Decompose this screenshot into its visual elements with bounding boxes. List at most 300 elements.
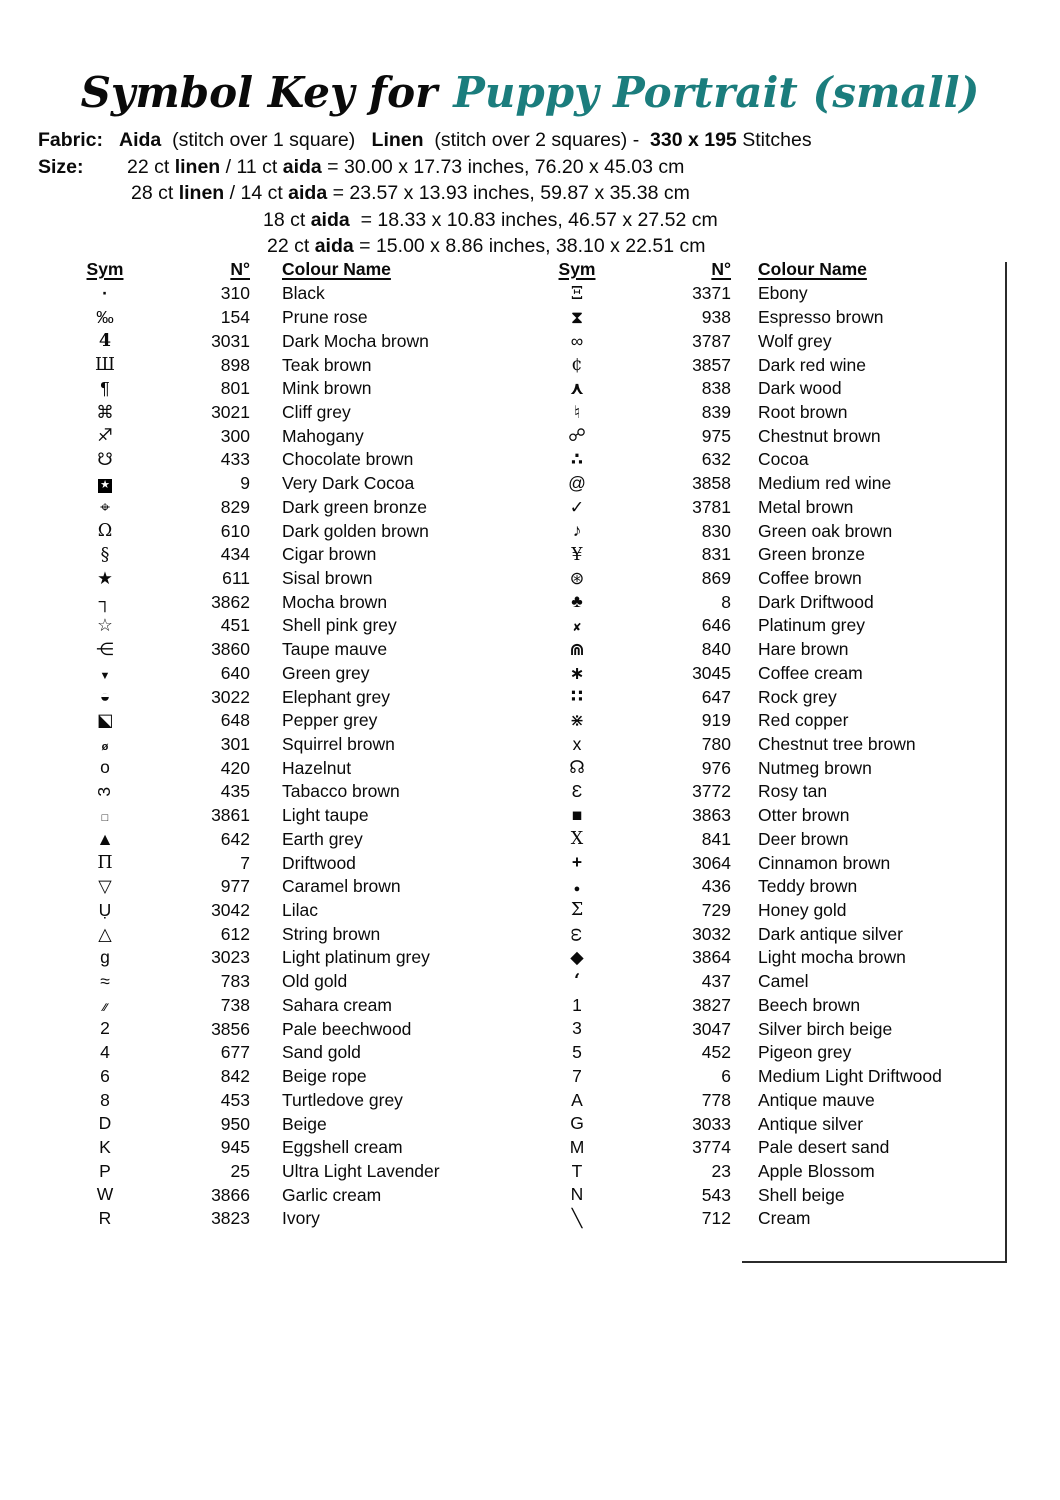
dmc-number: 783 (220, 971, 250, 992)
colour-name: Dark Mocha brown (282, 330, 429, 351)
colour-name: Cinnamon brown (758, 852, 891, 873)
dmc-number: 301 (220, 734, 250, 755)
table-row (548, 685, 1000, 709)
dmc-number: 839 (701, 401, 731, 422)
colour-name: Lilac (282, 900, 318, 921)
dmc-number: 3823 (211, 1208, 250, 1229)
dmc-number: 3042 (211, 900, 250, 921)
symbol-glyph: 5 (572, 1042, 582, 1063)
dmc-number: 729 (701, 900, 731, 921)
symbol-glyph: ∴ (570, 449, 584, 470)
dmc-number: 738 (220, 994, 250, 1015)
symbol-glyph: ⊛ (569, 567, 585, 588)
header-number: N° (711, 259, 731, 279)
dmc-number: 801 (220, 378, 250, 399)
dmc-number: 3863 (692, 805, 731, 826)
table-rows-left (75, 282, 523, 1231)
dmc-number: 3772 (692, 781, 731, 802)
symbol-glyph: Ξ (570, 283, 584, 304)
table-row (75, 851, 523, 875)
dmc-number: 632 (701, 449, 731, 470)
table-row (548, 614, 1000, 638)
text: 28 ct (131, 182, 179, 204)
table-row (548, 1017, 1000, 1041)
table-row (75, 994, 523, 1018)
dmc-number: 610 (220, 520, 250, 541)
table-row (548, 756, 1000, 780)
dmc-number: 3023 (211, 947, 250, 968)
symbol-glyph: o (100, 757, 110, 778)
symbol-glyph: ∕∕ (103, 1001, 107, 1014)
symbol-glyph: 8 (100, 1089, 110, 1110)
symbol-glyph: ☊ (569, 757, 585, 778)
symbol-glyph: ∞ (570, 330, 584, 351)
table-row (75, 1160, 523, 1184)
table-header-left (75, 257, 523, 282)
colour-name: Silver birch beige (758, 1018, 893, 1039)
symbol-glyph: ⌖ (100, 496, 110, 517)
symbol-glyph: ☋ (97, 449, 113, 470)
colour-name: Light taupe (282, 805, 369, 826)
symbol-glyph: G (570, 1113, 584, 1134)
size-line (127, 154, 812, 181)
symbol-glyph: ø (101, 740, 109, 753)
colour-name: Elephant grey (282, 686, 390, 707)
table-row (75, 922, 523, 946)
colour-name: Ultra Light Lavender (282, 1160, 440, 1181)
colour-name: Rock grey (758, 686, 837, 707)
colour-name: Teddy brown (758, 876, 858, 897)
colour-name: Mocha brown (282, 591, 388, 612)
symbol-glyph: ◒ (99, 686, 111, 707)
dmc-number: 3856 (211, 1018, 250, 1039)
text: = 15.00 x 8.86 inches, 38.10 x 22.51 cm (353, 235, 706, 257)
colour-name: Driftwood (282, 852, 356, 873)
table-row (548, 1160, 1000, 1184)
colour-name: Garlic cream (282, 1184, 382, 1205)
table-row (75, 567, 523, 591)
colour-name: Dark wood (758, 378, 842, 399)
colour-name: Dark Driftwood (758, 591, 874, 612)
table-row (548, 994, 1000, 1018)
table-row (548, 922, 1000, 946)
colour-name: Root brown (758, 401, 848, 422)
dmc-number: 451 (220, 615, 250, 636)
table-row (75, 495, 523, 519)
symbol-glyph: ▽ (98, 876, 112, 897)
bold-text: aida (282, 155, 322, 178)
table-row (548, 638, 1000, 662)
title-prefix: Symbol Key for (80, 68, 438, 117)
dmc-number: 7 (240, 852, 250, 873)
colour-name: Dark red wine (758, 354, 866, 375)
symbol-glyph: K (99, 1136, 111, 1157)
symbol-glyph: ω (567, 927, 588, 942)
colour-name: Light platinum grey (282, 947, 430, 968)
dmc-number: 310 (220, 283, 250, 304)
symbol-glyph: ⧗ (570, 306, 584, 327)
table-row (548, 306, 1000, 330)
colour-name: Cliff grey (282, 401, 351, 422)
symbol-glyph: ♮ (573, 401, 581, 422)
dmc-number: 976 (701, 757, 731, 778)
dmc-number: 640 (220, 662, 250, 683)
symbol-glyph: 3 (94, 787, 115, 797)
colour-name: Shell pink grey (282, 615, 397, 636)
symbol-glyph: ✓ (569, 496, 585, 517)
text: / 14 ct (224, 182, 289, 204)
size-line (131, 180, 812, 207)
table-row (548, 590, 1000, 614)
table-row (75, 1136, 523, 1160)
table-row (548, 567, 1000, 591)
symbol-glyph: · (102, 283, 108, 304)
dmc-number: 611 (222, 567, 250, 588)
symbol-glyph: ☆ (97, 615, 113, 636)
symbol-glyph: Ω (97, 520, 113, 541)
colour-name: Antique mauve (758, 1089, 875, 1110)
colour-name: Antique silver (758, 1113, 864, 1134)
symbol-glyph: Χ (570, 829, 584, 850)
dmc-number: 9 (240, 473, 250, 494)
colour-name: String brown (282, 923, 381, 944)
table-row (548, 1183, 1000, 1207)
dmc-number: 3371 (692, 283, 731, 304)
symbol-table-left (75, 257, 523, 1231)
bold-text: linen (178, 182, 225, 204)
symbol-glyph: ◪ (96, 710, 114, 731)
dmc-number: 300 (220, 425, 250, 446)
dmc-number: 23 (711, 1160, 731, 1181)
colour-name: Turtledove grey (282, 1089, 403, 1110)
table-row (548, 828, 1000, 852)
dmc-number: 3032 (692, 923, 731, 944)
dmc-number: 838 (701, 378, 731, 399)
colour-name: Beige rope (282, 1066, 367, 1087)
table-row (75, 590, 523, 614)
dmc-number: 3047 (692, 1018, 731, 1039)
dmc-number: 6 (721, 1066, 731, 1087)
table-row (75, 329, 523, 353)
table-row (75, 804, 523, 828)
text: = 18.33 x 10.83 inches, 46.57 x 27.52 cm (349, 208, 718, 231)
colour-name: Chestnut brown (758, 425, 881, 446)
dmc-number: 434 (220, 544, 250, 565)
colour-name: Platinum grey (758, 615, 865, 636)
colour-name: Hazelnut (282, 757, 352, 778)
symbol-glyph: ☍ (568, 425, 586, 446)
dmc-number: 642 (220, 828, 250, 849)
table-row (548, 662, 1000, 686)
colour-name: Black (282, 283, 325, 304)
table-row (548, 495, 1000, 519)
symbol-glyph: □ (101, 811, 109, 824)
dmc-number: 543 (701, 1184, 731, 1205)
dmc-number: 3787 (692, 330, 731, 351)
pattern-info (38, 127, 812, 260)
bold-text: Linen (371, 129, 424, 151)
colour-name: Very Dark Cocoa (282, 473, 415, 494)
dmc-number: 919 (701, 710, 731, 731)
table-row (548, 329, 1000, 353)
dmc-number: 975 (701, 425, 731, 446)
colour-name: Rosy tan (758, 781, 828, 802)
table-row (548, 519, 1000, 543)
colour-name: Shell beige (758, 1184, 845, 1205)
symbol-glyph: ⋲ (96, 638, 114, 659)
dmc-number: 677 (220, 1042, 250, 1063)
table-row (548, 946, 1000, 970)
table-row (75, 377, 523, 401)
dmc-number: 3022 (211, 686, 250, 707)
table-row (548, 1136, 1000, 1160)
symbol-glyph: x (572, 733, 582, 754)
symbol-glyph: ╲ (571, 1208, 583, 1229)
size-line (267, 233, 812, 260)
colour-name: Green oak brown (758, 520, 893, 541)
table-row (75, 1088, 523, 1112)
table-row (75, 709, 523, 733)
table-row (75, 899, 523, 923)
table-row (75, 1183, 523, 1207)
table-row (548, 353, 1000, 377)
symbol-glyph: A (571, 1089, 583, 1110)
symbol-glyph: 6 (100, 1065, 110, 1086)
right-border-line (1005, 262, 1007, 1263)
dmc-number: 950 (220, 1113, 250, 1134)
table-row (75, 543, 523, 567)
fabric-info-line (38, 127, 812, 154)
text: / 11 ct (220, 155, 283, 178)
colour-name: Cream (758, 1208, 811, 1229)
table-rows-right (548, 282, 1000, 1231)
table-row (548, 377, 1000, 401)
dmc-number: 778 (701, 1089, 731, 1110)
symbol-glyph: 4 (100, 1042, 110, 1063)
table-row (75, 1207, 523, 1231)
colour-name: Espresso brown (758, 307, 884, 328)
colour-name: Deer brown (758, 828, 849, 849)
symbol-glyph: W (96, 1184, 114, 1205)
colour-name: Light mocha brown (758, 947, 906, 968)
table-row (548, 472, 1000, 496)
symbol-glyph: Π (97, 852, 113, 873)
dmc-number: 647 (701, 686, 731, 707)
symbol-glyph: M (569, 1136, 585, 1157)
size-label: Size: (38, 155, 84, 178)
bold-text: aida (288, 182, 328, 204)
symbol-glyph: Ụ (98, 899, 112, 920)
colour-name: Mahogany (282, 425, 364, 446)
symbol-glyph: △ (98, 923, 112, 944)
text: Stitches (736, 129, 812, 151)
colour-name: Mink brown (282, 378, 372, 399)
dmc-number: 612 (220, 923, 250, 944)
table-row (548, 899, 1000, 923)
table-row (548, 282, 1000, 306)
table-row (75, 424, 523, 448)
colour-name: Beige (282, 1113, 327, 1134)
colour-name: Otter brown (758, 805, 850, 826)
dmc-number: 3021 (211, 401, 250, 422)
dmc-number: 938 (701, 307, 731, 328)
symbol-glyph: ⌘ (96, 401, 114, 422)
colour-name: Green grey (282, 662, 370, 683)
dmc-number: 3864 (692, 947, 731, 968)
dmc-number: 869 (701, 567, 731, 588)
symbol-glyph: D (98, 1113, 112, 1134)
table-row (548, 1065, 1000, 1089)
symbol-glyph: ≈ (100, 970, 110, 991)
text: (stitch over 2 squares) - (423, 129, 651, 151)
dmc-number: 3827 (692, 994, 731, 1015)
colour-name: Red copper (758, 710, 849, 731)
bottom-border-line (742, 1261, 1007, 1263)
symbol-glyph: ┐ (98, 591, 112, 612)
symbol-glyph: ▼ (99, 669, 111, 682)
colour-name: Metal brown (758, 496, 854, 517)
symbol-glyph: 4 (98, 331, 112, 352)
symbol-glyph: § (100, 544, 110, 565)
table-row (548, 804, 1000, 828)
colour-name: Pepper grey (282, 710, 378, 731)
dmc-number: 831 (701, 544, 731, 565)
table-row (75, 448, 523, 472)
symbol-glyph: ▲ (96, 828, 114, 849)
symbol-glyph: Ɛ (571, 781, 583, 802)
colour-name: Coffee cream (758, 662, 863, 683)
bold-text: aida (310, 208, 350, 231)
table-header-right (548, 257, 1000, 282)
dmc-number: 842 (220, 1066, 250, 1087)
dmc-number: 3861 (211, 805, 250, 826)
symbol-glyph: + (571, 852, 583, 873)
table-row (548, 448, 1000, 472)
size-lines (38, 154, 812, 260)
colour-name: Old gold (282, 971, 348, 992)
table-row (75, 685, 523, 709)
symbol-glyph: @ (568, 472, 586, 493)
colour-name: Cocoa (758, 449, 809, 470)
table-row (548, 851, 1000, 875)
page-title (0, 70, 1060, 116)
table-row (75, 614, 523, 638)
symbol-glyph: ♣ (571, 591, 583, 612)
fabric-text (119, 129, 812, 151)
dmc-number: 3857 (692, 354, 731, 375)
table-row (75, 638, 523, 662)
dmc-number: 3781 (692, 496, 731, 517)
bold-text: aida (314, 235, 354, 257)
symbol-glyph: Ш (95, 354, 115, 375)
symbol-glyph: ⋏ (569, 377, 585, 398)
symbol-glyph: R (98, 1208, 112, 1229)
dmc-number: 437 (701, 971, 731, 992)
dmc-number: 3866 (211, 1184, 250, 1205)
text: = 23.57 x 13.93 inches, 59.87 x 35.38 cm (327, 182, 690, 204)
table-row (75, 733, 523, 757)
symbol-glyph: T (571, 1160, 583, 1181)
dmc-number: 3064 (692, 852, 731, 873)
table-row (75, 1017, 523, 1041)
symbol-glyph: ‘ (573, 971, 581, 992)
text: 18 ct (263, 208, 311, 231)
table-row (548, 543, 1000, 567)
dmc-number: 898 (220, 354, 250, 375)
bold-text: Aida (119, 129, 162, 151)
colour-name: Dark golden brown (282, 520, 429, 541)
bold-text: 330 x 195 (650, 129, 737, 151)
table-row (75, 472, 523, 496)
table-row (75, 401, 523, 425)
symbol-glyph: ♐ (97, 425, 113, 446)
colour-name: Apple Blossom (758, 1160, 875, 1181)
table-row (75, 1112, 523, 1136)
text: 22 ct (127, 155, 175, 178)
dmc-number: 829 (220, 496, 250, 517)
text: (stitch over 1 square) (161, 129, 372, 151)
table-row (75, 1065, 523, 1089)
symbol-glyph: N (570, 1184, 584, 1205)
table-row (548, 1041, 1000, 1065)
table-row (75, 353, 523, 377)
symbol-glyph: ⋒ (569, 638, 585, 659)
title-pattern-name: Puppy Portrait (small) (453, 68, 980, 117)
dmc-number: 154 (220, 307, 250, 328)
table-row (75, 946, 523, 970)
colour-name: Pale beechwood (282, 1018, 412, 1039)
header-colour-name: Colour Name (758, 259, 867, 279)
dmc-number: 712 (701, 1208, 731, 1229)
symbol-glyph: 2 (100, 1018, 110, 1039)
symbol-glyph: ◆ (570, 947, 584, 968)
symbol-glyph: ‰ (96, 306, 114, 327)
symbol-glyph: 1 (572, 994, 582, 1015)
colour-name: Sahara cream (282, 994, 392, 1015)
dmc-number: 648 (220, 710, 250, 731)
dmc-number: 830 (701, 520, 731, 541)
symbol-glyph: ✘ (572, 622, 582, 635)
colour-name: Medium red wine (758, 473, 892, 494)
colour-name: Chestnut tree brown (758, 734, 916, 755)
dmc-number: 25 (230, 1160, 250, 1181)
colour-name: Green bronze (758, 544, 866, 565)
symbol-glyph: ■ (571, 804, 583, 825)
table-row (548, 1088, 1000, 1112)
colour-name: Chocolate brown (282, 449, 414, 470)
table-row (75, 662, 523, 686)
dmc-number: 3858 (692, 473, 731, 494)
colour-name: Eggshell cream (282, 1137, 403, 1158)
symbol-glyph: ∷ (570, 686, 584, 707)
colour-name: Nutmeg brown (758, 757, 872, 778)
colour-name: Dark antique silver (758, 923, 903, 944)
colour-name: Honey gold (758, 900, 847, 921)
symbol-glyph: ∗ (569, 662, 585, 683)
symbol-glyph: g (100, 947, 110, 968)
table-row (548, 1112, 1000, 1136)
colour-name: Ebony (758, 283, 808, 304)
dmc-number: 841 (701, 828, 731, 849)
dmc-number: 8 (721, 591, 731, 612)
size-info-block (38, 154, 812, 260)
colour-name: Ivory (282, 1208, 320, 1229)
dmc-number: 945 (220, 1137, 250, 1158)
dmc-number: 433 (220, 449, 250, 470)
bold-text: linen (174, 155, 221, 178)
dmc-number: 3031 (211, 330, 250, 351)
colour-name: Beech brown (758, 994, 861, 1015)
